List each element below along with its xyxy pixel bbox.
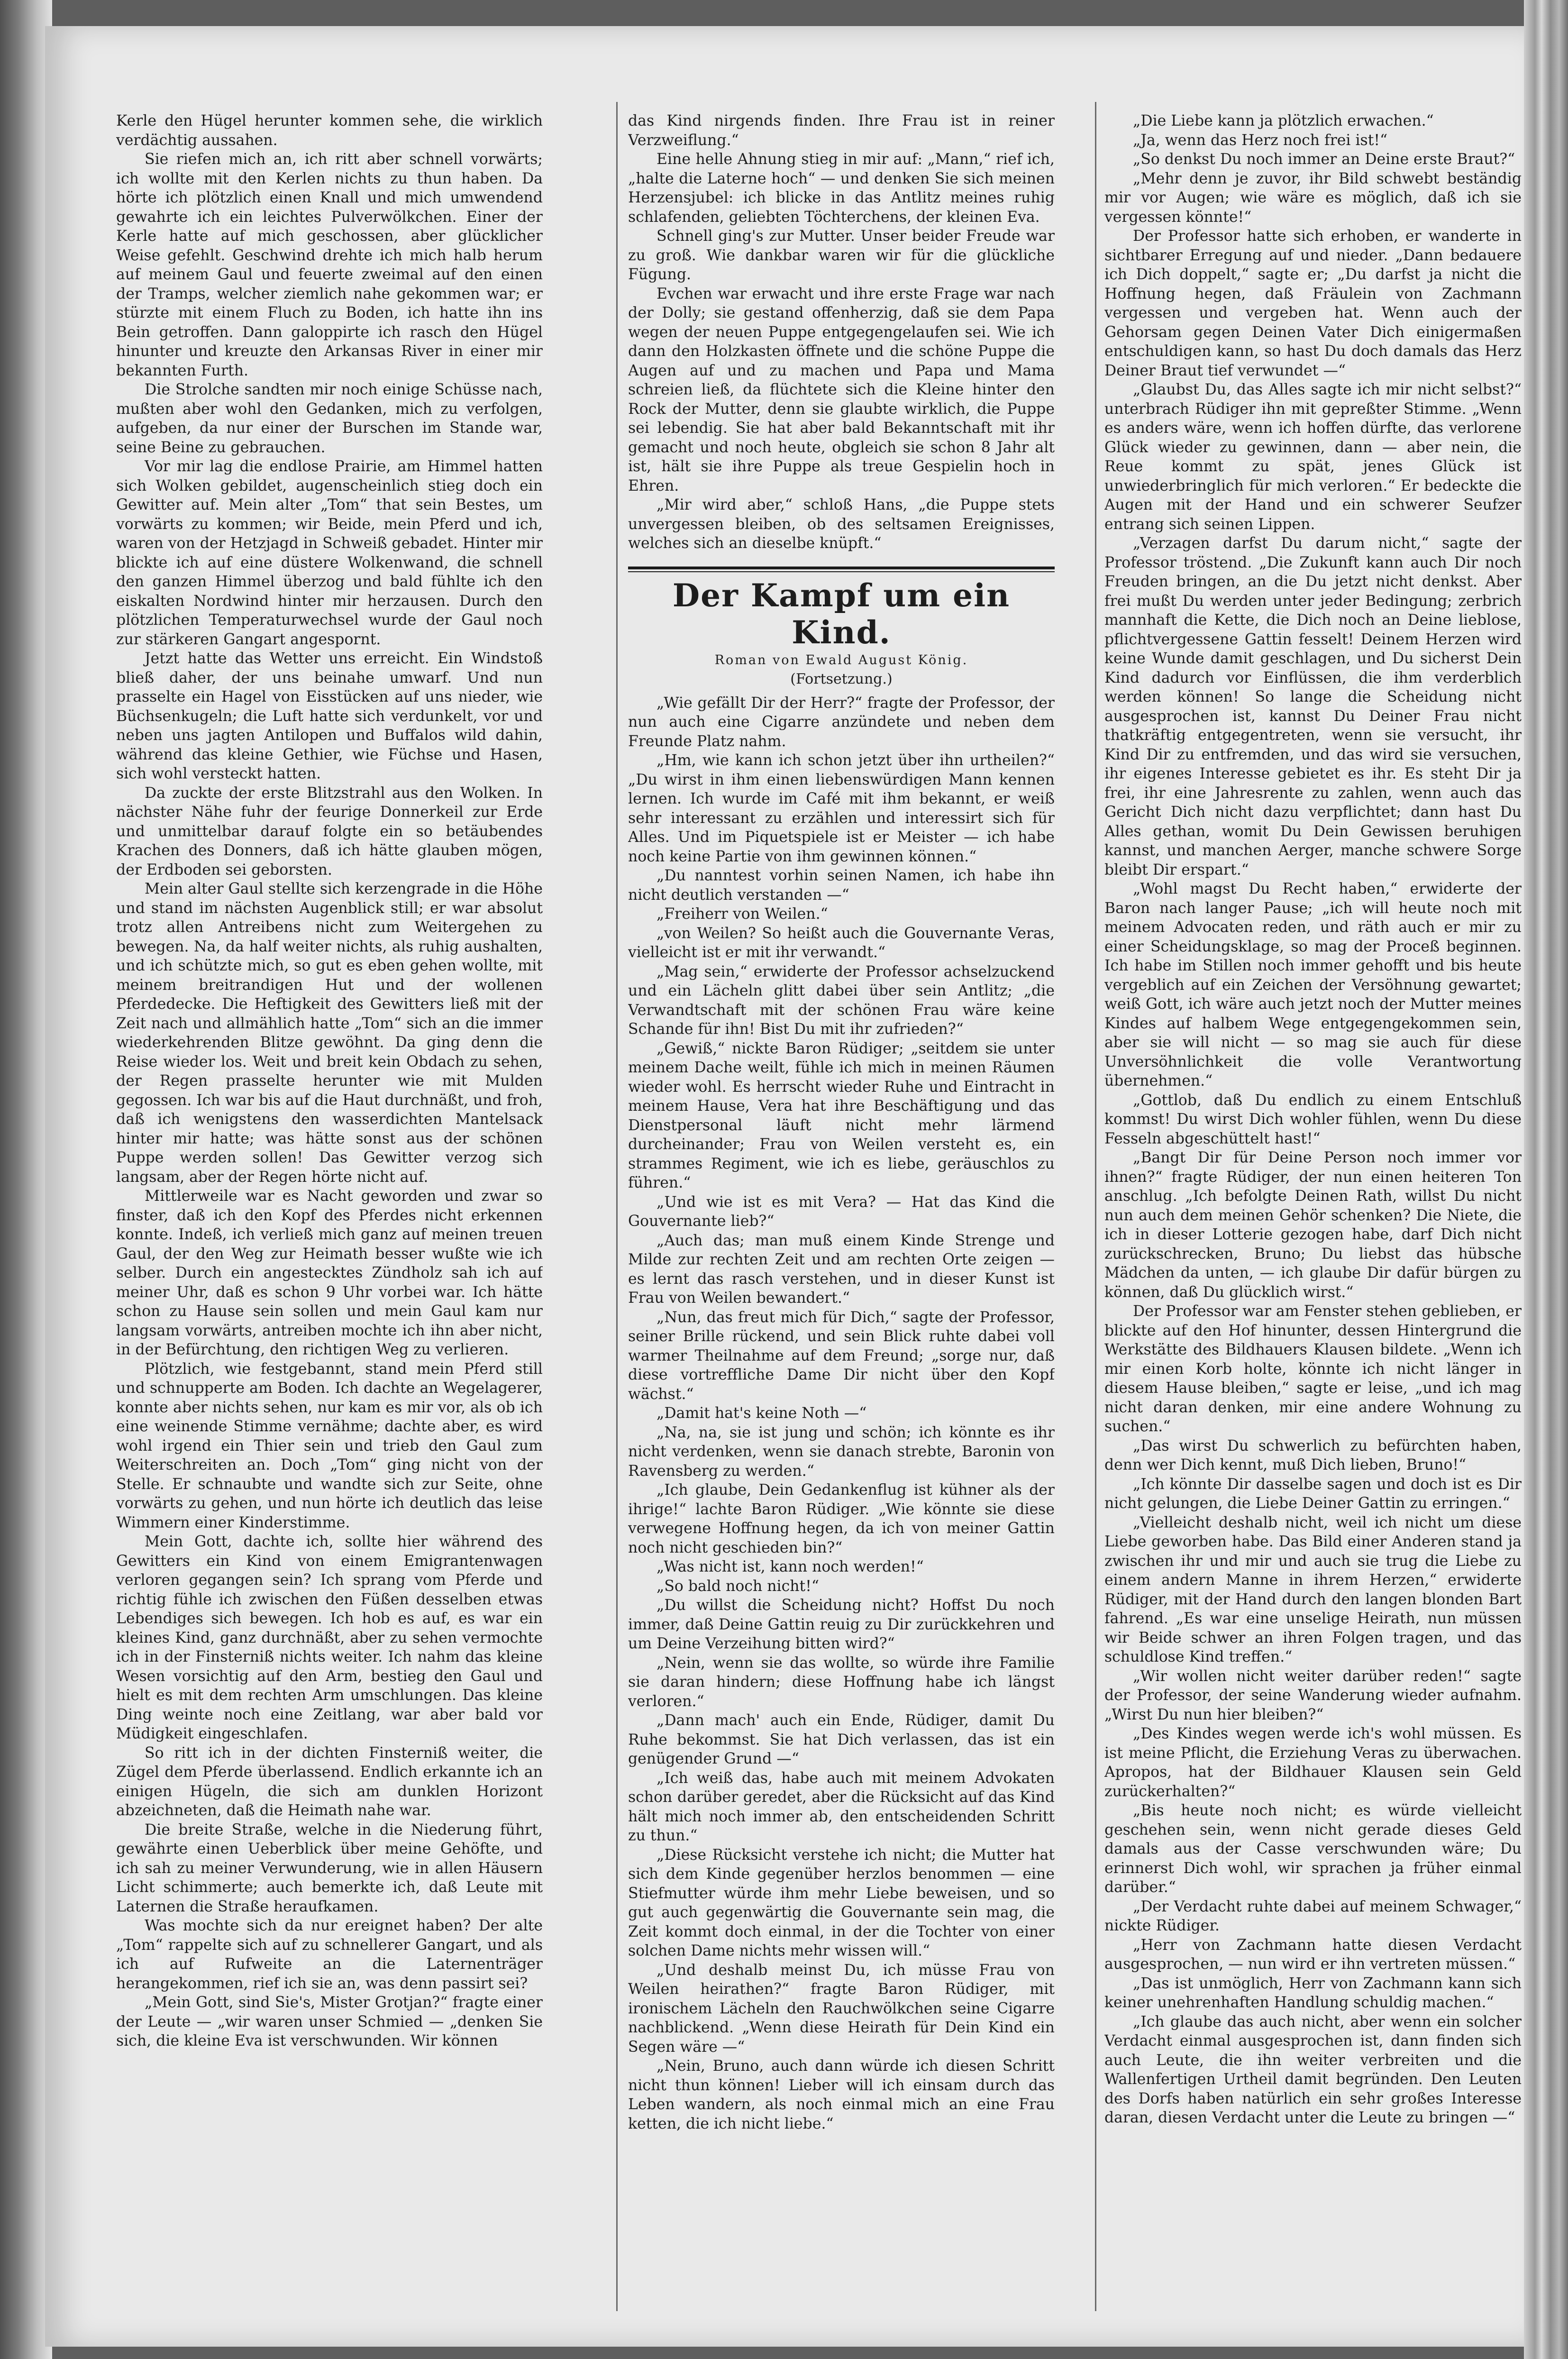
paragraph: Evchen war erwacht und ihre erste Frage war nach der Dolly; sie gestand offenherzig, daß sie dem Papa wegen der neuen Puppe entgegengelaufen sei. Wie ich dann den Holzkasten öffnete und die schöne Puppe die Augen auf und zu machen und Papa und Mama schreien ließ, da flüchtete sich die Kleine hinter den Rock der Mutter, denn sie glaubte wirklich, die Puppe sei lebendig. Sie hat aber bald Bekanntschaft mit ihr gemacht und noch heute, obgleich sie schon 8 Jahr alt ist, hält sie ihre Puppe als treue Gespielin hoch in Ehren. <box>628 285 1055 494</box>
paragraph: „Diese Rücksicht verstehe ich nicht; die Mutter hat sich dem Kinde gegenüber herzlos benommen — eine Stiefmutter würde ihm mehr Liebe beweisen, und so gut auch gegenwärtig die Gouvernante sein mag, die Zeit kommt doch einmal, in der die Tochter von einer solchen Dame nichts mehr wissen will.“ <box>628 1846 1055 1959</box>
paragraph: „Ich könnte Dir dasselbe sagen und doch ist es Dir nicht gelungen, die Liebe Deiner Gattin zu erringen.“ <box>1104 1475 1522 1512</box>
book-spine <box>0 0 52 2359</box>
serial-author: Roman von Ewald August König. <box>714 652 968 667</box>
paragraph: „Verzagen darfst Du darum nicht,“ sagte der Professor tröstend. „Die Zukunft kann auch Dir noch Freuden bringen, an die Du jetzt nicht denkst. Aber frei mußt Du werden unter jeder Bedingung; zerbrich mannhaft die Kette, die Dich noch an Deine lieblose, pflichtvergessene Gattin fesselt! Deinem Herzen wird keine Wunde damit geschlagen, und Du sicherst Dein Kind dadurch vor Einflüssen, die ihm verderblich werden können! So lange die Scheidung nicht ausgesprochen ist, kannst Du Deiner Frau nicht thatkräftig entgegentreten, wenn sie versucht, ihr Kind Dir zu entfremden, und das wird sie versuchen, ihr eigenes Interesse gebietet es ihr. Es steht Dir ja frei, ihr eine Jahresrente zu zahlen, wenn auch das Gericht Dich nicht dazu verpflichtet; dann hast Du Alles gethan, womit Du Dein Gewissen beruhigen kannst, und manchen Aerger, manche schwere Sorge bleibt Dir erspart.“ <box>1104 535 1522 878</box>
paragraph: „Nein, Bruno, auch dann würde ich diesen Schritt nicht thun können! Lieber will ich einsam durch das Leben wandern, als noch einmal mich an eine Frau ketten, die ich nicht liebe.“ <box>628 2057 1055 2132</box>
paragraph: „Und deshalb meinst Du, ich müsse Frau von Weilen heirathen?“ fragte Baron Rüdiger, mit ironischem Lächeln den Rauchwölkchen seine Cigarre nachblickend. „Wenn diese Heirath für Dein Kind ein Segen wäre —“ <box>628 1961 1055 2056</box>
paragraph: „Mir wird aber,“ schloß Hans, „die Puppe stets unvergessen bleiben, ob des seltsamen Ereignisses, welches sich an dieselbe knüpft.“ <box>628 496 1055 552</box>
column-1 <box>116 111 543 2302</box>
paragraph: So ritt ich in der dichten Finsterniß weiter, die Zügel dem Pferde überlassend. Endlich erkannte ich an einigen Hügeln, die sich am dunklen Horizont abzeichneten, daß die Heimath nahe war. <box>116 1744 543 1819</box>
paragraph: „Bangt Dir für Deine Person noch immer vor ihnen?“ fragte Rüdiger, der nun einen heiteren Ton anschlug. „Ich befolgte Deinen Rath, willst Du nicht nun auch dem meinen Gehör schenken? Die Niete, die ich in dieser Lotterie gezogen habe, darf Dich nicht zurückschrecken, Bruno; Du liebst das hübsche Mädchen da unten, — ich glaube Dir dafür bürgen zu können, daß Du glücklich wirst.“ <box>1104 1149 1522 1301</box>
paragraph: „Nein, wenn sie das wollte, so würde ihre Familie sie daran hindern; diese Hoffnung habe ich längst verloren.“ <box>628 1654 1055 1710</box>
paragraph: „Vielleicht deshalb nicht, weil ich nicht um diese Liebe geworben habe. Das Bild einer Anderen stand ja zwischen ihr und mir und auch sie trug die Liebe zu einem andern Manne in ihrem Herzen,“ erwiderte Rüdiger, mit der Hand durch den langen blonden Bart fahrend. „Es war eine unselige Heirath, nun müssen wir Beide schwer an ihren Folgen tragen, und das schuldlose Kind treffen.“ <box>1104 1514 1522 1665</box>
section-divider <box>628 567 1055 572</box>
paragraph: Die Strolche sandten mir noch einige Schüsse nach, mußten aber wohl den Gedanken, mich zu verfolgen, aufgeben, da nur einer der Burschen im Stande war, seine Beine zu gebrauchen. <box>116 381 543 456</box>
paragraph: „von Weilen? So heißt auch die Gouvernante Veras, vielleicht ist er mit ihr verwandt.“ <box>628 924 1055 961</box>
paragraph: „Gewiß,“ nickte Baron Rüdiger; „seitdem sie unter meinem Dache weilt, fühle ich mich in meinen Räumen wieder wohl. Es herrscht wieder Ruhe und Eintracht in meinem Hause, Vera hat ihre Beschäftigung und das Dienstpersonal läuft nicht mehr lärmend durcheinander; Frau von Weilen versteht es, ein strammes Regiment, wie ich es liebe, geräuschlos zu führen.“ <box>628 1040 1055 1191</box>
column-rule <box>1095 102 1096 2311</box>
paragraph: Plötzlich, wie festgebannt, stand mein Pferd still und schnupperte am Boden. Ich dachte an Wegelagerer, konnte aber nichts sehen, nur kam es mir vor, als ob ich eine weinende Stimme vernähme; dachte aber, es wird wohl irgend ein Thier sein und trieb den Gaul zum Weiterschreiten an. Doch „Tom“ ging nicht von der Stelle. Er schnaubte und wandte sich zur Seite, ohne vorwärts zu gehen, und nun hörte ich deutlich das leise Wimmern einer Kinderstimme. <box>116 1360 543 1531</box>
page-edges <box>1524 0 1568 2359</box>
column-3 <box>1104 111 1522 2302</box>
paragraph: „Du willst die Scheidung nicht? Hoffst Du noch immer, daß Deine Gattin reuig zu Dir zurückkehren und um Deine Verzeihung bitten wird?“ <box>628 1597 1055 1652</box>
column-2 <box>628 111 1055 2302</box>
paragraph: Eine helle Ahnung stieg in mir auf: „Mann,“ rief ich, „halte die Laterne hoch“ — und denken Sie sich meinen Herzensjubel: ich blicke in das Antlitz meines ruhig schlafenden, geliebten Töchterchens, der kleinen Eva. <box>628 151 1055 226</box>
paragraph: „Damit hat's keine Noth —“ <box>656 1405 867 1422</box>
paragraph: „Nun, das freut mich für Dich,“ sagte der Professor, seiner Brille rückend, und sein Blick ruhte dabei voll warmer Theilnahme auf dem Freund; „sorge nur, daß diese vortreffliche Dame Dir nicht über den Kopf wächst.“ <box>628 1308 1055 1403</box>
paragraph: „Das ist unmöglich, Herr von Zachmann kann sich keiner unehrenhaften Handlung schuldig machen.“ <box>1104 1975 1522 2011</box>
paragraph: „Wohl magst Du Recht haben,“ erwiderte der Baron nach langer Pause; „ich will heute noch mit meinem Advocaten reden, und räth auch er mir zu einer Scheidungsklage, so mag der Proceß beginnen. Ich habe im Stillen noch immer gehofft und bis heute vergeblich auf ein Zeichen der Versöhnung gewartet; weiß Gott, ich wäre auch jetzt noch der Mutter meines Kindes auf halbem Wege entgegengekommen sein, aber sie will nicht — so mag sie auch für diese Unversöhnlichkeit die volle Verantwortung übernehmen.“ <box>1104 880 1522 1089</box>
paragraph: „Freiherr von Weilen.“ <box>656 905 828 923</box>
paragraph: „Gottlob, daß Du endlich zu einem Entschluß kommst! Du wirst Dich wohler fühlen, wenn Du diese Fesseln abgeschüttelt hast!“ <box>1104 1091 1522 1147</box>
paragraph: Was mochte sich da nur ereignet haben? Der alte „Tom“ rappelte sich auf zu schnellerer Gangart, und als ich auf Rufweite an die Laternenträger herangekommen, rief ich sie an, was denn passirt sei? <box>116 1917 543 1992</box>
paragraph: „Ich glaube das auch nicht, aber wenn ein solcher Verdacht einmal ausgesprochen ist, dann finden sich auch Leute, die ihn weiter verbreiten und die Wallenfertigen Urtheil damit begründen. Den Leuten des Dorfs haben natürlich ein sehr großes Interesse daran, diesen Verdacht unter die Leute zu bringen —“ <box>1104 2013 1522 2126</box>
paragraph: „Dann mach' auch ein Ende, Rüdiger, damit Du Ruhe bekommst. Sie hat Dich verlassen, das ist ein genügender Grund —“ <box>628 1712 1055 1767</box>
paragraph: Der Professor war am Fenster stehen geblieben, er blickte auf den Hof hinunter, dessen Hintergrund die Werkstätte des Bildhauers Klausen bildete. „Wenn ich mir einen Korb holte, könnte ich nicht länger in diesem Hause bleiben,“ sagte er leise, „und ich mag nicht daran denken, mir eine andere Wohnung zu suchen.“ <box>1104 1303 1522 1435</box>
paragraph: „Und wie ist es mit Vera? — Hat das Kind die Gouvernante lieb?“ <box>628 1193 1055 1230</box>
paragraph: „Auch das; man muß einem Kinde Strenge und Milde zur rechten Zeit und am rechten Orte zeigen — es lernt das rasch verstehen, und in dieser Kunst ist Frau von Weilen bewandert.“ <box>628 1232 1055 1307</box>
paragraph: Mein Gott, dachte ich, sollte hier während des Gewitters ein Kind von einem Emigrantenwagen verloren gegangen sein? Ich sprang vom Pferde und richtig fühle ich zwischen den Füßen desselben etwas Lebendiges sich bewegen. Ich hob es auf, es war ein kleines Kind, ganz durchnäßt, aber zu sehen vermochte ich in der Finsterniß nichts weiter. Ich nahm das kleine Wesen vorsichtig auf den Arm, bestieg den Gaul und hielt es mit dem rechten Arm umschlungen. Das kleine Ding weinte noch eine Zeitlang, war aber bald vor Müdigkeit eingeschlafen. <box>116 1533 543 1742</box>
paragraph: das Kind nirgends finden. Ihre Frau ist in reiner Verzweiflung.“ <box>628 112 1055 149</box>
column-rule <box>616 102 618 2311</box>
paragraph: „Wir wollen nicht weiter darüber reden!“ sagte der Professor, der seine Wanderung wieder aufnahm. „Wirst Du nun hier bleiben?“ <box>1104 1667 1522 1723</box>
paragraph: „Ich weiß das, habe auch mit meinem Advokaten schon darüber geredet, aber die Rücksicht auf das Kind hält mich noch immer ab, den entscheidenden Schritt zu thun.“ <box>628 1769 1055 1844</box>
paragraph: „Ja, wenn das Herz noch frei ist!“ <box>1133 131 1388 149</box>
paragraph: Kerle den Hügel herunter kommen sehe, die wirklich verdächtig aussahen. <box>116 112 543 149</box>
paragraph: „So denkst Du noch immer an Deine erste Braut?“ <box>1133 151 1515 168</box>
paragraph: „So bald noch nicht!“ <box>656 1577 819 1595</box>
paragraph: „Mehr denn je zuvor, ihr Bild schwebt beständig mir vor Augen; wie wäre es möglich, daß ich sie vergessen könnte!“ <box>1104 170 1522 226</box>
paragraph: „Das wirst Du schwerlich zu befürchten haben, denn wer Dich kennt, muß Dich lieben, Bruno!“ <box>1104 1437 1522 1473</box>
paragraph: Schnell ging's zur Mutter. Unser beider Freude war zu groß. Wie dankbar waren wir für die glückliche Fügung. <box>628 228 1055 283</box>
paragraph: „Na, na, sie ist jung und schön; ich könnte es ihr nicht verdenken, wenn sie danach strebte, Baronin von Ravensberg zu werden.“ <box>628 1424 1055 1480</box>
paragraph: Jetzt hatte das Wetter uns erreicht. Ein Windstoß bließ daher, der uns beinahe umwarf. Und nun prasselte ein Hagel von Eisstücken auf uns nieder, wie Büchsenkugeln; die Luft hatte sich verdunkelt, vor und neben uns jagten Antilopen und Buffalos wild dahin, während das kleine Gethier, wie Füchse und Hasen, sich wohl versteckt hatten. <box>116 650 543 782</box>
paragraph: Da zuckte der erste Blitzstrahl aus den Wolken. In nächster Nähe fuhr der feurige Donnerkeil zur Erde und unmittelbar darauf folgte ein so betäubendes Krachen des Donners, daß ich hätte glauben mögen, der Erdboden sei geborsten. <box>116 784 543 878</box>
serial-title: Der Kampf um ein Kind. <box>672 576 1011 651</box>
paragraph: „Bis heute noch nicht; es würde vielleicht geschehen sein, wenn nicht gerade dieses Geld damals aus der Casse verschwunden wäre; Du erinnerst Dich wohl, wir sprachen ja früher einmal darüber.“ <box>1104 1802 1522 1896</box>
paragraph: „Glaubst Du, das Alles sagte ich mir nicht selbst?“ unterbrach Rüdiger ihn mit gepreßter Stimme. „Wenn es anders wäre, wenn ich hoffen dürfte, das verlorene Glück wieder zu gewinnen, dann — aber nein, die Reue kommt zu spät, jenes Glück ist unwiederbringlich für mich verloren.“ Er bedeckte die Augen mit der Hand und ein schwerer Seufzer entrang sich seinen Lippen. <box>1104 381 1522 533</box>
paragraph: „Wie gefällt Dir der Herr?“ fragte der Professor, der nun auch eine Cigarre anzündete und neben dem Freunde Platz nahm. <box>628 694 1055 750</box>
paragraph: „Die Liebe kann ja plötzlich erwachen.“ <box>1133 112 1434 129</box>
paragraph: „Mag sein,“ erwiderte der Professor achselzuckend und ein Lächeln glitt dabei über sein Antlitz; „die Verwandtschaft mit der schönen Frau wäre keine Schande für ihn! Bist Du mit ihr zufrieden?“ <box>628 963 1055 1038</box>
paragraph: Die breite Straße, welche in die Niederung führt, gewährte einen Ueberblick über meine Gehöfte, und ich sah zu meiner Verwunderung, wie in allen Häusern Licht schimmerte; auch bemerkte ich, daß Leute mit Laternen die Straße heraufkamen. <box>116 1821 543 1915</box>
paragraph: „Was nicht ist, kann noch werden!“ <box>656 1558 924 1575</box>
paragraph: Mittlerweile war es Nacht geworden und zwar so finster, daß ich den Kopf des Pferdes nicht erkennen konnte. Indeß, ich verließ mich ganz auf meinen treuen Gaul, der den Weg zur Heimath besser wußte wie ich selber. Durch ein angestecktes Zündholz sah ich auf meiner Uhr, daß es schon 9 Uhr vorbei war. Ich hätte schon zu Hause sein sollen und mein Gaul kam nur langsam vorwärts, antreiben mochte ich ihn aber nicht, in der Befürchtung, den richtigen Weg zu verlieren. <box>116 1188 543 1358</box>
paragraph: „Ich glaube, Dein Gedankenflug ist kühner als der ihrige!“ lachte Baron Rüdiger. „Wie könnte sie diese verwegene Hoffnung hegen, da ich von meiner Gattin noch nicht geschieden bin?“ <box>628 1481 1055 1556</box>
paragraph: Mein alter Gaul stellte sich kerzengrade in die Höhe und stand im nächsten Augenblick still; er war absolut trotz allen Antreibens nicht zum Weitergehen zu bewegen. Na, da half weiter nichts, als ruhig aushalten, und ich schützte mich, so gut es eben gehen wollte, mit meinem breitrandigen Hut und der wollenen Pferdedecke. Die Heftigkeit des Gewitters ließ mit der Zeit nach und allmählich hatte „Tom“ sich an die immer wiederkehrenden Blitze gewöhnt. Da ging denn die Reise wieder los. Weit und breit kein Obdach zu sehen, der Regen prasselte herunter wie mit Mulden gegossen. Ich war bis auf die Haut durchnäßt, und froh, daß ich wenigstens den wasserdichten Mantelsack hinter mir hatte; was hätte sonst aus der schönen Puppe werden sollen! Das Gewitter verzog sich langsam, aber der Regen hörte nicht auf. <box>116 880 543 1186</box>
paragraph: „Der Verdacht ruhte dabei auf meinem Schwager,“ nickte Rüdiger. <box>1104 1898 1522 1934</box>
paragraph: Sie riefen mich an, ich ritt aber schnell vorwärts; ich wollte mit den Kerlen nichts zu thun haben. Da hörte ich plötzlich einen Knall und mich umwendend gewahrte ich ein leichtes Pulverwölkchen. Einer der Kerle hatte auf mich geschossen, aber glücklicher Weise gefehlt. Geschwind drehte ich mich halb herum auf meinem Gaul und feuerte zweimal auf den einen der Tramps, welcher ziemlich nahe gekommen war; er stürzte mit einem Fluch zu Boden, ich hatte ihn ins Bein getroffen. Dann galoppirte ich rasch den Hügel hinunter und kreuzte den Arkansas River in einer mir bekannten Furth. <box>116 151 543 379</box>
paragraph: „Mein Gott, sind Sie's, Mister Grotjan?“ fragte einer der Leute — „wir waren unser Schmied — „denken Sie sich, die kleine Eva ist verschwunden. Wir können <box>116 1994 543 2049</box>
paragraph: „Des Kindes wegen werde ich's wohl müssen. Es ist meine Pflicht, die Erziehung Veras zu überwachen. Apropos, hat der Bildhauer Klausen sein Geld zurückerhalten?“ <box>1104 1725 1522 1800</box>
paragraph: „Hm, wie kann ich schon jetzt über ihn urtheilen?“ „Du wirst in ihm einen liebenswürdigen Mann kennen lernen. Ich wurde im Café mit ihm bekannt, er weiß sehr interessant zu erzählen und interessirt sich für Alles. Und im Piquetspiele ist er Meister — ich habe noch keine Partie von ihm gewinnen können.“ <box>628 752 1055 865</box>
paragraph: „Du nanntest vorhin seinen Namen, ich habe ihn nicht deutlich verstanden —“ <box>628 867 1055 904</box>
paragraph: Vor mir lag die endlose Prairie, am Himmel hatten sich Wolken gebildet, augenscheinlich stieg doch ein Gewitter auf. Mein alter „Tom“ that sein Bestes, um vorwärts zu kommen; wir Beide, mein Pferd und ich, waren von der Hetzjagd in Schweiß gebadet. Hinter mir blickte ich auf eine düstere Wolkenwand, die schnell den ganzen Himmel überzog und bald fühlte ich den eiskalten Nordwind hinter mir herzausen. Durch den plötzlichen Temperaturwechsel wurde der Gaul noch zur stärkeren Gangart angespornt. <box>116 458 543 648</box>
paragraph: „Herr von Zachmann hatte diesen Verdacht ausgesprochen, — nun wird er ihn vertreten müssen.“ <box>1104 1936 1522 1973</box>
serial-continuation: (Fortsetzung.) <box>790 670 893 687</box>
paragraph: Der Professor hatte sich erhoben, er wanderte in sichtbarer Erregung auf und nieder. „Dann bedauere ich Dich doppelt,“ sagte er; „Du darfst ja nicht die Hoffnung hegen, daß Fräulein von Zachmann vergessen und vergeben hat. Wenn auch der Gehorsam gegen Deinen Vater Dich einigermaßen entschuldigen kann, so hast Du doch damals das Herz Deiner Braut tief verwundet —“ <box>1104 228 1522 379</box>
